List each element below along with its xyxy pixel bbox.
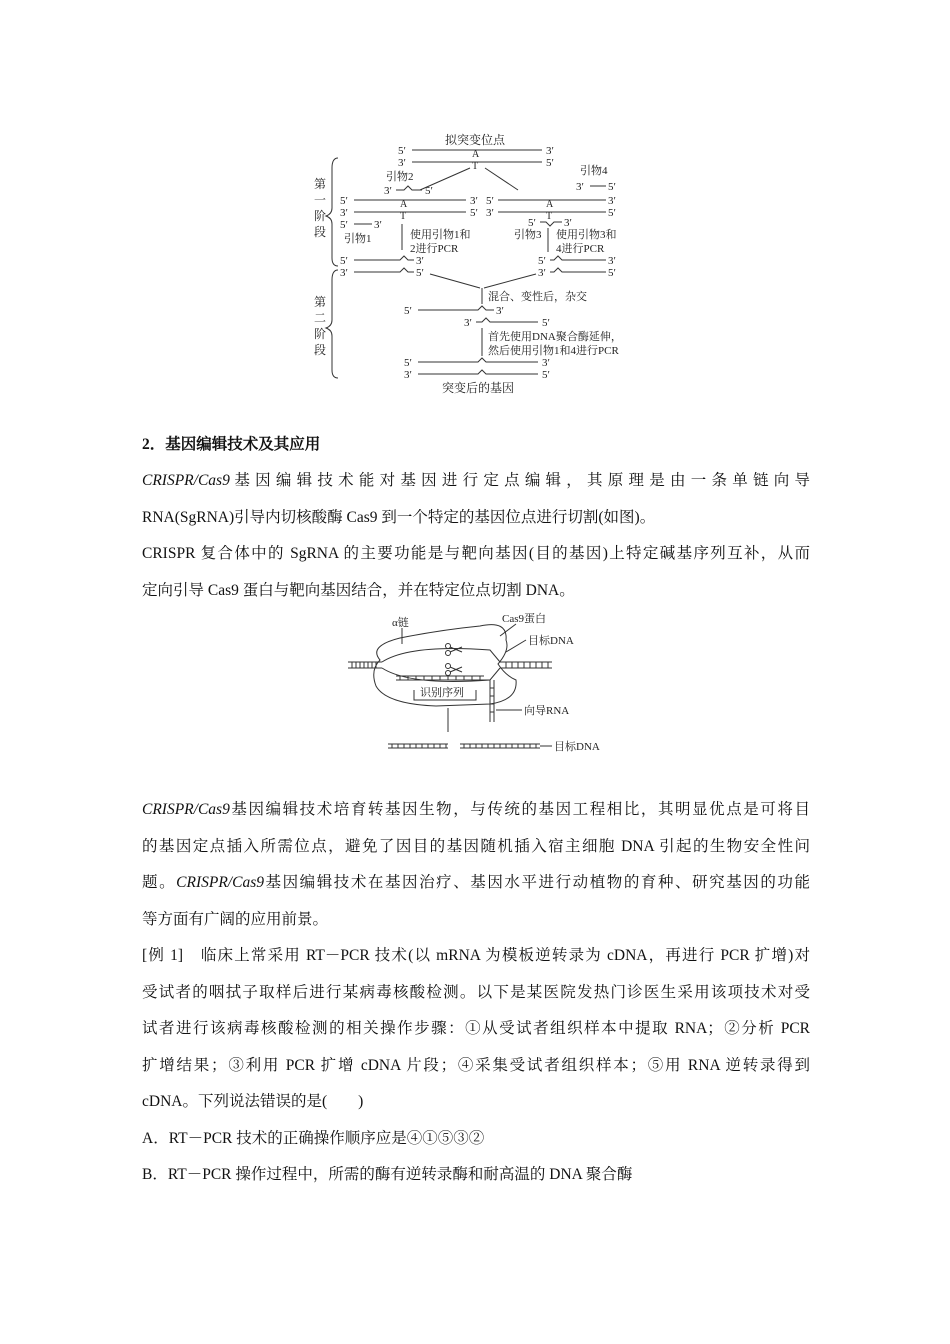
- svg-text:引物2: 引物2: [386, 171, 414, 183]
- svg-text:使用引物1和: 使用引物1和: [410, 229, 471, 241]
- svg-text:5′: 5′: [340, 195, 348, 207]
- svg-text:T: T: [400, 211, 407, 222]
- para3-line4: 等方面有广阔的应用前景。: [142, 911, 329, 928]
- label-mutation-site: 拟突变位点: [445, 133, 506, 147]
- brace-stage2: [326, 270, 338, 378]
- figure-overlap-pcr: [300, 128, 640, 398]
- section-heading: 2．基因编辑技术及其应用: [142, 436, 321, 453]
- para3-line1: CRISPR/Cas9基因编辑技术培育转基因生物，与传统的基因工程相比，其明显优点是可将目: [142, 801, 810, 818]
- label-cas9: Cas9蛋白: [502, 613, 546, 625]
- svg-text:3′: 3′: [340, 267, 348, 279]
- guide-rna: [396, 676, 494, 722]
- svg-text:2进行PCR: 2进行PCR: [410, 243, 459, 255]
- figure-crispr-cas9: [340, 610, 630, 760]
- option-b: B．RT－PCR 操作过程中，所需的酶有逆转录酶和耐高温的 DNA 聚合酶: [142, 1166, 633, 1183]
- stage2-char2: 二: [314, 311, 327, 325]
- svg-text:5′: 5′: [546, 157, 554, 169]
- label-mutated-gene: 突变后的基因: [442, 381, 515, 395]
- strand-top: [382, 649, 500, 663]
- svg-text:5′: 5′: [542, 317, 550, 329]
- svg-text:5′: 5′: [340, 219, 348, 231]
- svg-text:使用引物3和: 使用引物3和: [556, 229, 617, 241]
- svg-text:3′: 3′: [538, 267, 546, 279]
- stage2-char3: 阶: [314, 327, 327, 341]
- svg-text:5′: 5′: [425, 185, 433, 197]
- svg-text:4进行PCR: 4进行PCR: [556, 243, 605, 255]
- svg-text:然后使用引物1和4进行PCR: 然后使用引物1和4进行PCR: [488, 345, 619, 357]
- svg-text:5′: 5′: [608, 267, 616, 279]
- example-line1: [例 1] 临床上常采用 RT－PCR 技术(以 mRNA 为模板逆转录为 cDNA，再进行 PCR 扩增)对: [142, 947, 810, 964]
- cut-dna-right: [460, 744, 540, 748]
- svg-text:5′: 5′: [608, 207, 616, 219]
- svg-text:T: T: [546, 211, 553, 222]
- svg-text:5′: 5′: [340, 255, 348, 267]
- stage2-char4: 段: [314, 343, 327, 357]
- example-line2: 受试者的咽拭子取样后进行某病毒核酸检测。以下是某医院发热门诊医生采用该项技术对受: [142, 984, 810, 1001]
- para1-line1: CRISPR/Cas9 基 因 编 辑 技 术 能 对 基 因 进 行 定 点 编 辑 ， 其 原 理 是 由 一 条 单 链 向 导: [142, 472, 810, 489]
- cut-dna-left: [388, 744, 448, 748]
- para3-line2: 的基因定点插入所需位点，避免了因目的基因随机插入宿主细胞 DNA 引起的生物安全性问: [142, 838, 810, 855]
- label-target-dna: 目标DNA: [528, 635, 574, 647]
- svg-text:T: T: [472, 161, 479, 172]
- svg-text:3′: 3′: [470, 195, 478, 207]
- svg-text:混合、变性后，杂交: 混合、变性后，杂交: [488, 291, 587, 303]
- svg-text:A: A: [472, 149, 480, 160]
- stage1-char1: 第: [314, 177, 327, 191]
- svg-text:5′: 5′: [542, 369, 550, 381]
- stage2-char1: 第: [314, 295, 327, 309]
- svg-text:引物1: 引物1: [344, 233, 372, 245]
- stage1-char4: 段: [314, 225, 327, 239]
- svg-text:3′: 3′: [608, 255, 616, 267]
- svg-text:5′: 5′: [486, 195, 494, 207]
- svg-text:3′: 3′: [564, 217, 572, 229]
- para3-line3: 题。CRISPR/Cas9基因编辑技术在基因治疗、基因水平进行动植物的育种、研究基因的功能: [142, 874, 810, 891]
- label-recognition-seq: 识别序列: [420, 687, 464, 699]
- svg-text:5′: 5′: [608, 181, 616, 193]
- svg-text:5′: 5′: [416, 267, 424, 279]
- para1-line2: RNA(SgRNA)引导内切核酸酶 Cas9 到一个特定的基因位点进行切割(如图)。: [142, 509, 656, 526]
- example-line4: 扩增结果；③利用 PCR 扩增 cDNA 片段；④采集受试者组织样本；⑤用 RNA 逆转录得到: [142, 1057, 810, 1074]
- svg-text:3′: 3′: [374, 219, 382, 231]
- svg-text:5′: 5′: [470, 207, 478, 219]
- dna-left: [348, 662, 382, 668]
- svg-text:5′: 5′: [398, 145, 406, 157]
- label-alpha-chain: α链: [392, 617, 409, 629]
- svg-text:3′: 3′: [340, 207, 348, 219]
- svg-text:3′: 3′: [608, 195, 616, 207]
- svg-text:引物3: 引物3: [514, 229, 542, 241]
- option-a: A．RT－PCR 技术的正确操作顺序应是④①⑤③②: [142, 1130, 485, 1147]
- svg-text:引物4: 引物4: [580, 165, 608, 177]
- svg-text:5′: 5′: [404, 357, 412, 369]
- svg-text:3′: 3′: [398, 157, 406, 169]
- svg-text:3′: 3′: [384, 185, 392, 197]
- scissors-icon-1: [446, 644, 463, 656]
- stage1-char3: 阶: [314, 209, 327, 223]
- svg-text:3′: 3′: [496, 305, 504, 317]
- svg-text:3′: 3′: [542, 357, 550, 369]
- svg-text:3′: 3′: [404, 369, 412, 381]
- svg-text:5′: 5′: [528, 217, 536, 229]
- svg-text:5′: 5′: [538, 255, 546, 267]
- svg-text:A: A: [400, 199, 408, 210]
- svg-text:3′: 3′: [464, 317, 472, 329]
- example-line5: cDNA。下列说法错误的是( ): [142, 1093, 364, 1110]
- label-target-dna-2: 目标DNA: [554, 741, 600, 753]
- arrow-right: [485, 168, 518, 190]
- scissors-icon-2: [446, 664, 463, 676]
- dna-right: [500, 662, 552, 668]
- svg-text:首先使用DNA聚合酶延伸，: 首先使用DNA聚合酶延伸，: [488, 331, 622, 343]
- svg-text:3′: 3′: [486, 207, 494, 219]
- svg-text:5′: 5′: [404, 305, 412, 317]
- para2-line1: CRISPR 复合体中的 SgRNA 的主要功能是与靶向基因(目的基因)上特定碱基序列互补，从而: [142, 545, 810, 562]
- stage1-char2: 一: [314, 193, 327, 207]
- svg-text:3′: 3′: [416, 255, 424, 267]
- example-line3: 试者进行该病毒核酸检测的相关操作步骤：①从受试者组织样本中提取 RNA；②分析 PCR: [142, 1020, 810, 1037]
- svg-text:3′: 3′: [576, 181, 584, 193]
- svg-text:A: A: [546, 199, 554, 210]
- label-guide-rna: 向导RNA: [524, 705, 570, 717]
- svg-text:3′: 3′: [546, 145, 554, 157]
- brace-stage1: [326, 158, 338, 266]
- para2-line2: 定向引导 Cas9 蛋白与靶向基因结合，并在特定位点切割 DNA。: [142, 582, 575, 599]
